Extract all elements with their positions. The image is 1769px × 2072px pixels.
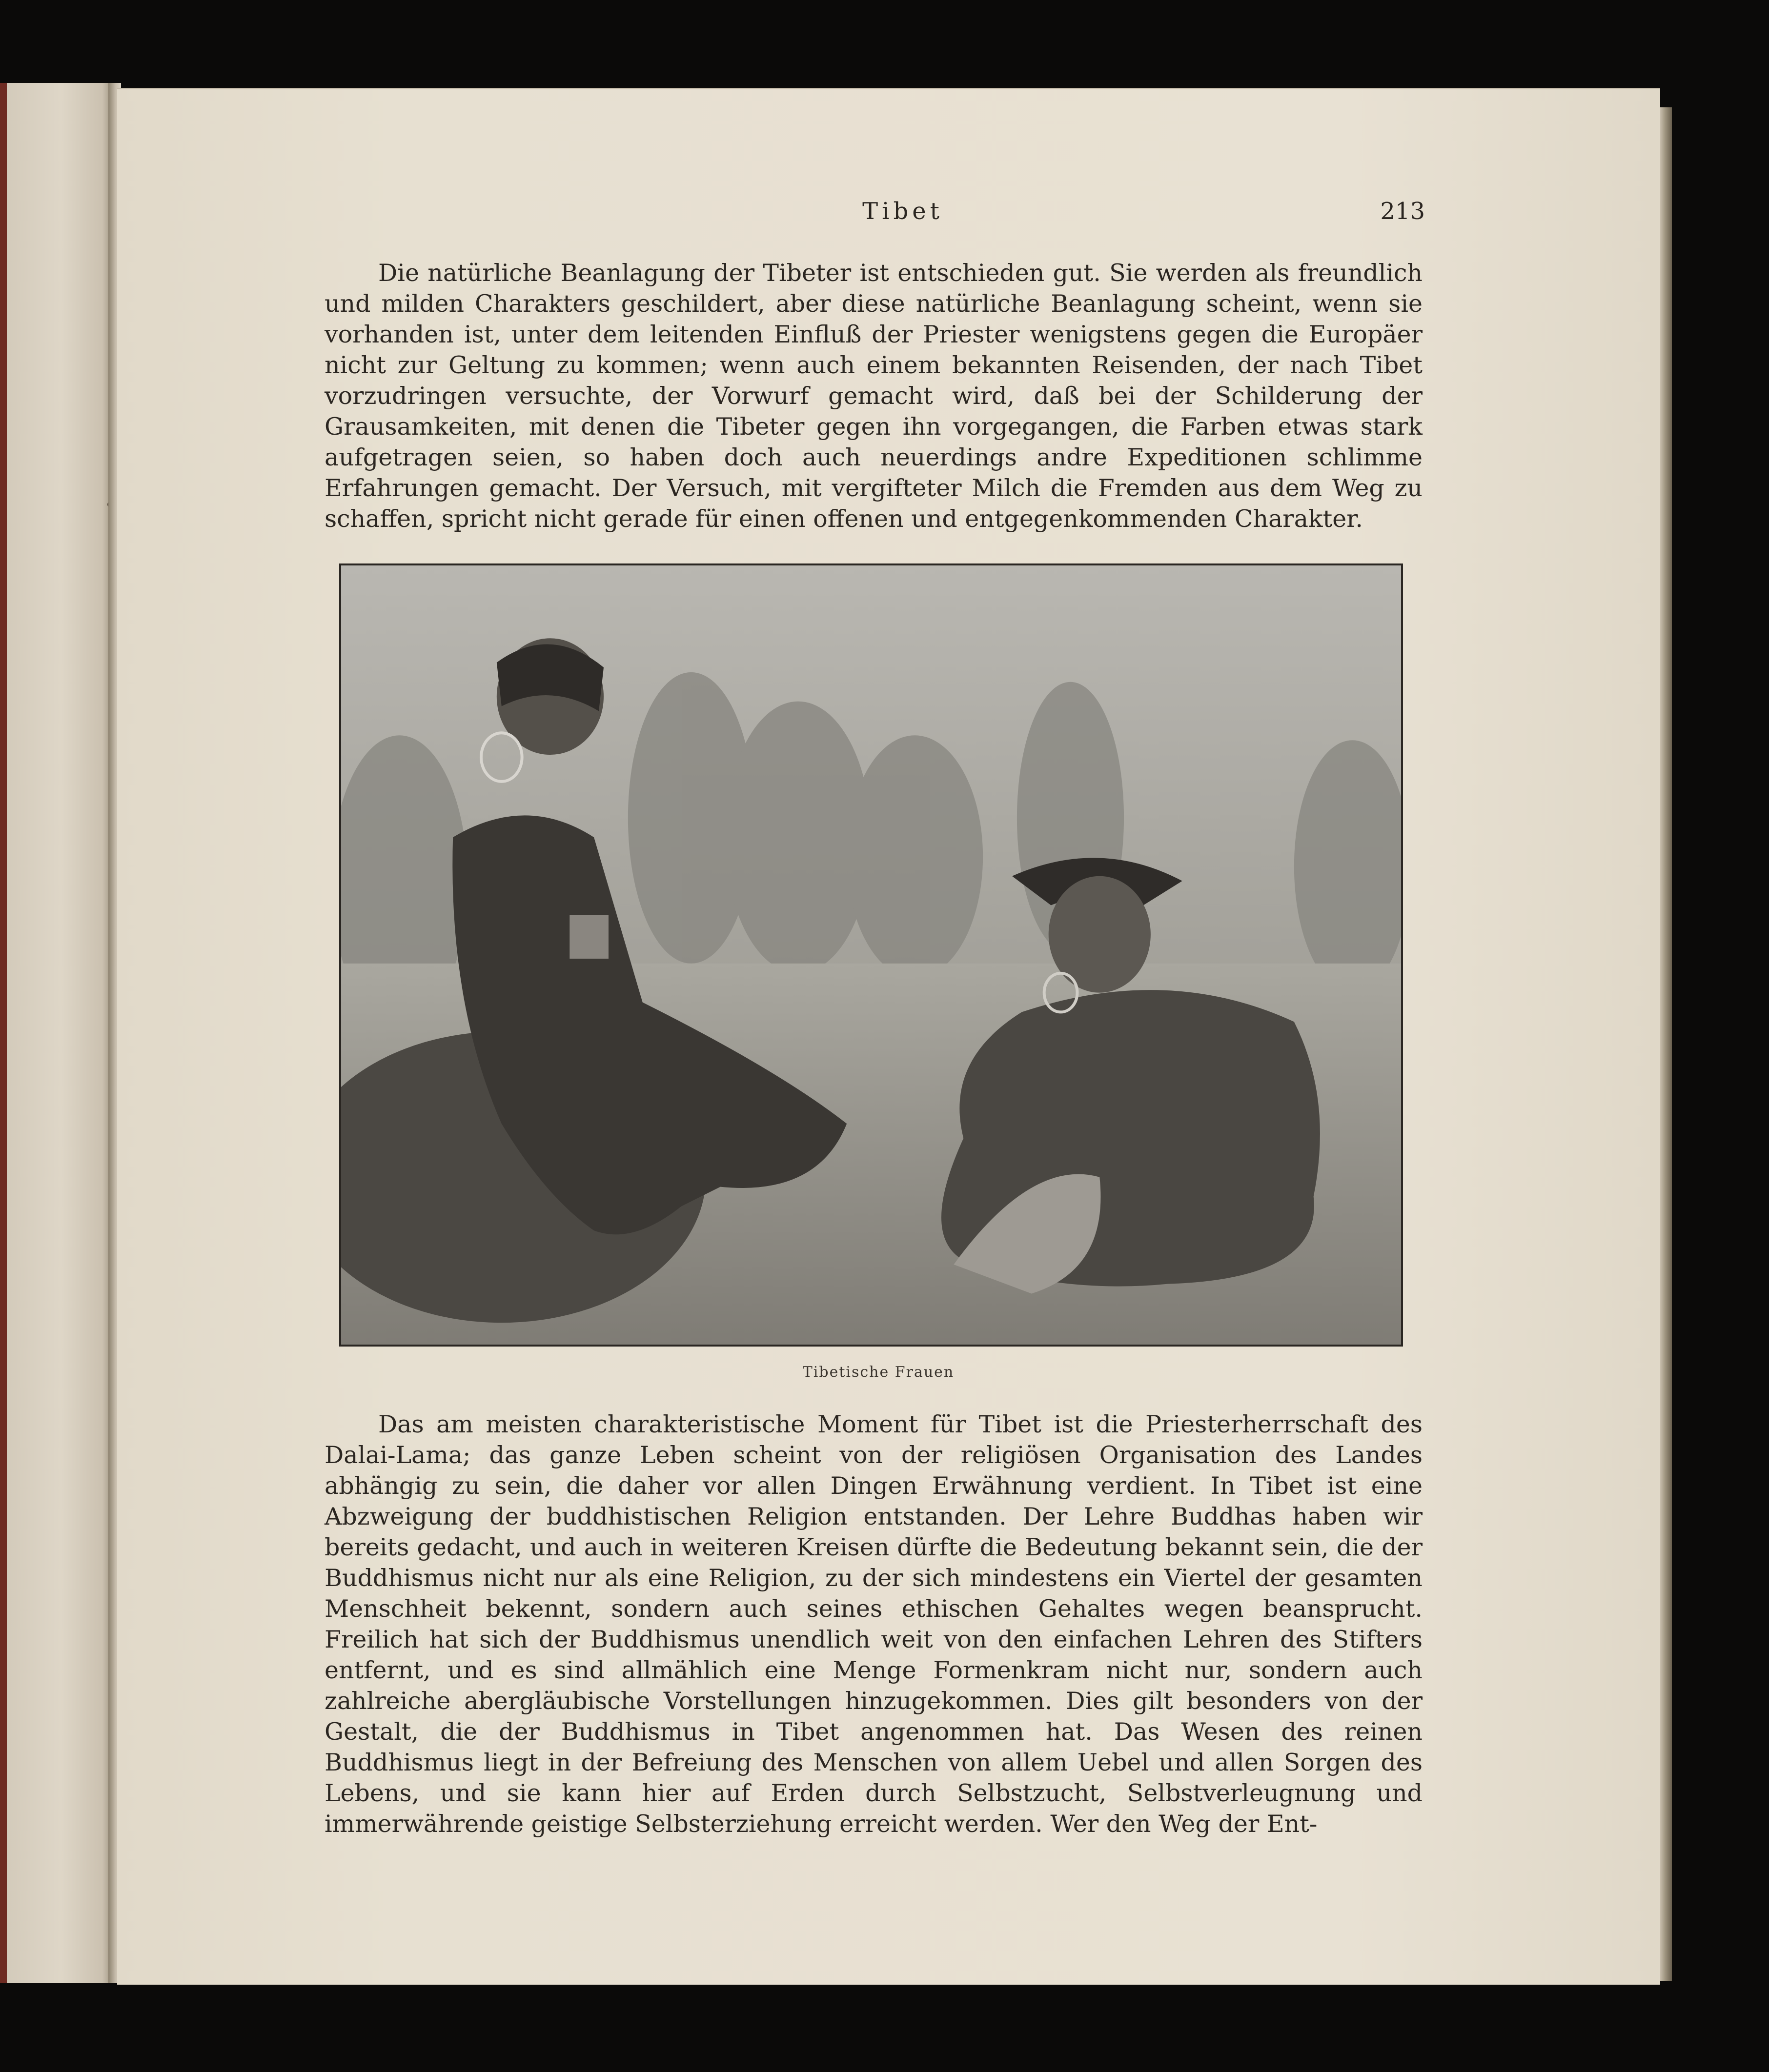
figure-caption: Tibetische Frauen <box>802 1364 955 1381</box>
page-stack-edge <box>1658 107 1672 1981</box>
running-head: Tibet <box>862 198 943 225</box>
cover-edge <box>0 83 7 1983</box>
photo-illustration <box>341 565 1401 1345</box>
page-number: 213 <box>1380 198 1425 225</box>
photograph <box>339 563 1403 1347</box>
left-page-edge <box>0 83 111 1983</box>
paragraph-1: Die natürliche Beanlagung der Tibeter ist entschieden gut. Sie werden als freundlich und milden Charakters geschildert, aber diese natürliche Beanlagung scheint, wenn sie vorhanden ist, unter dem leitenden Einfluß der Priester wenigstens gegen die Europäer nicht zur Geltung zu kommen; wenn auch einem bekannten Reisenden, der nach Tibet vorzudringen versuchte, der Vorwurf gemacht wird, daß bei der Schilderung der Grausamkeiten, mit denen die Tibeter gegen ihn vorgegangen, die Farben etwas stark aufgetragen seien, so haben doch auch neuerdings andre Expeditionen schlimme Erfahrungen gemacht. Der Versuch, mit vergifteter Milch die Fremden aus dem Weg zu schaffen, spricht nicht gerade für einen offenen und entgegenkommenden Charakter. <box>325 259 1423 533</box>
paragraph-2: Das am meisten charakteristische Moment für Tibet ist die Priesterherrschaft des Dalai-Lama; das ganze Leben scheint von der religiösen Organisation des Landes abhängig zu sein, die daher vor allen Dingen Erwähnung verdient. In Tibet ist eine Abzweigung der buddhistischen Religion entstanden. Der Lehre Buddhas haben wir bereits gedacht, und auch in weiteren Kreisen dürfte die Bedeutung bekannt sein, die der Buddhismus nicht nur als eine Religion, zu der sich mindestens ein Viertel der gesamten Menschheit bekennt, sondern auch seines ethischen Gehaltes wegen beansprucht. Freilich hat sich der Buddhismus unendlich weit von den einfachen Lehren des Stifters entfernt, und es sind allmählich eine Menge Formenkram nicht nur, sondern auch zahlreiche abergläubische Vorstellungen hinzugekommen. Dies gilt besonders von der Gestalt, die der Buddhismus in Tibet angenommen hat. Das Wesen des reinen Buddhismus liegt in der Befreiung des Menschen von allem Uebel und allen Sorgen des Lebens, und sie kann hier auf Erden durch Selbstzucht, Selbstverleugnung und immerwährende geistige Selbsterziehung erreicht werden. Wer den Weg der Ent- <box>325 1410 1423 1838</box>
